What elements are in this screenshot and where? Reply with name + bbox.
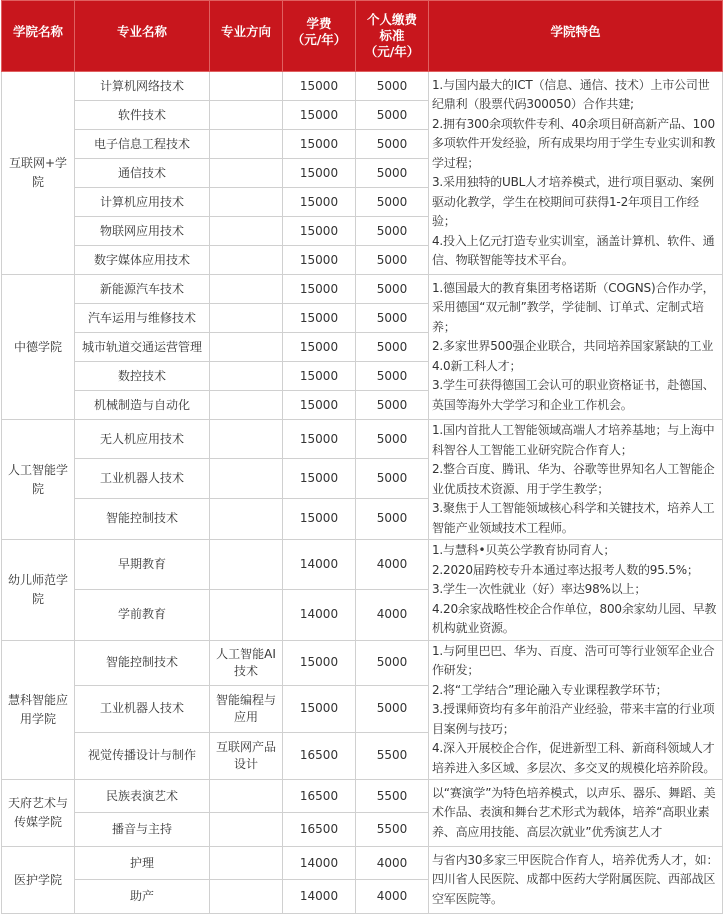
major-name: 数控技术 [75, 362, 210, 391]
college-features [429, 275, 723, 420]
major-direction: 智能编程与应用 [210, 685, 283, 732]
college-features [429, 420, 723, 540]
personal-fee-value: 4000 [356, 880, 429, 914]
personal-fee-value: 4000 [356, 590, 429, 640]
tuition-value: 16500 [283, 780, 356, 813]
major-name: 软件技术 [75, 101, 210, 130]
major-direction [210, 217, 283, 246]
table-body [2, 72, 723, 914]
personal-fee-value: 5000 [356, 391, 429, 420]
personal-fee-value: 5000 [356, 275, 429, 304]
major-name: 城市轨道交通运营管理 [75, 333, 210, 362]
feature-item: 与省内30多家三甲医院合作育人，培养优秀人才，如：四川省人民医院、成都中医药大学附属医院、西部战区空军医院等。 [432, 852, 719, 906]
major-direction [210, 813, 283, 847]
header-features: 学院特色 [429, 1, 723, 72]
personal-fee-value: 5000 [356, 459, 429, 498]
personal-fee-value: 5000 [356, 130, 429, 159]
tuition-value: 15000 [283, 391, 356, 420]
feature-item: 3.聚焦于人工智能领域核心科学和关键技术，培养人工智能产业领域技术工程师。 [432, 501, 715, 535]
feature-item: 2.整合百度、腾讯、华为、谷歌等世界知名人工智能企业优质技术资源、用于学生教学； [432, 462, 715, 496]
major-name: 民族表演艺术 [75, 780, 210, 813]
tuition-value: 15000 [283, 333, 356, 362]
major-direction [210, 459, 283, 498]
personal-fee-value: 5500 [356, 732, 429, 779]
college-name: 中德学院 [2, 275, 75, 420]
feature-item: 3.学生一次性就业（好）率达98%以上； [432, 582, 647, 596]
personal-fee-value: 5000 [356, 101, 429, 130]
personal-fee-value: 5000 [356, 217, 429, 246]
personal-fee-value: 5000 [356, 420, 429, 459]
major-direction [210, 420, 283, 459]
major-direction [210, 188, 283, 217]
personal-fee-value: 5000 [356, 188, 429, 217]
feature-item: 2.2020届跨校专升本通过率达报考人数的95.5%； [432, 562, 699, 577]
major-name: 物联网应用技术 [75, 217, 210, 246]
major-name: 智能控制技术 [75, 498, 210, 539]
header-tuition: 学费 （元/年） [283, 1, 356, 72]
major-name: 数字媒体应用技术 [75, 246, 210, 275]
major-direction [210, 101, 283, 130]
header-major: 专业名称 [75, 1, 210, 72]
tuition-value: 15000 [283, 640, 356, 685]
college-name: 慧科智能应用学院 [2, 640, 75, 780]
tuition-value: 15000 [283, 362, 356, 391]
table-row [2, 72, 723, 101]
tuition-value: 15000 [283, 459, 356, 498]
table-row [2, 780, 723, 813]
tuition-value: 15000 [283, 217, 356, 246]
feature-item: 2.多家世界500强企业联合，共同培养国家紧缺的工业4.0新工科人才； [432, 339, 714, 373]
tuition-value: 15000 [283, 159, 356, 188]
major-name: 计算机网络技术 [75, 72, 210, 101]
tuition-table [1, 0, 723, 914]
major-direction: 互联网产品设计 [210, 732, 283, 779]
header-direction: 专业方向 [210, 1, 283, 72]
tuition-value: 14000 [283, 590, 356, 640]
college-features [429, 540, 723, 641]
feature-item: 3.学生可获得德国工会认可的职业资格证书，赴德国、英国等海外大学学习和企业工作机会。 [432, 378, 715, 412]
personal-fee-value: 5000 [356, 304, 429, 333]
major-direction: 人工智能AI技术 [210, 640, 283, 685]
major-name: 智能控制技术 [75, 640, 210, 685]
major-direction [210, 780, 283, 813]
college-name: 人工智能学院 [2, 420, 75, 540]
major-direction [210, 540, 283, 590]
college-features [429, 847, 723, 914]
table-row [2, 640, 723, 685]
college-name: 医护学院 [2, 847, 75, 914]
major-name: 护理 [75, 847, 210, 880]
major-name: 工业机器人技术 [75, 459, 210, 498]
major-direction [210, 847, 283, 880]
major-direction [210, 362, 283, 391]
college-name: 互联网+学院 [2, 72, 75, 275]
tuition-value: 15000 [283, 246, 356, 275]
personal-fee-value: 4000 [356, 540, 429, 590]
major-direction [210, 498, 283, 539]
personal-fee-value: 5000 [356, 498, 429, 539]
major-name: 计算机应用技术 [75, 188, 210, 217]
feature-item: 2.拥有300余项软件专利、40余项目研高新产品、100多项软件开发经验，所有成果均用于学生专业实训和教学过程； [432, 116, 716, 170]
personal-fee-value: 5000 [356, 246, 429, 275]
major-direction [210, 72, 283, 101]
feature-item: 1.与阿里巴巴、华为、百度、浩可可等行业领军企业合作研发； [432, 643, 715, 677]
personal-fee-value: 5000 [356, 640, 429, 685]
feature-item: 3.授课师资均有多年前沿产业经验，带来丰富的行业项目案例与技巧； [432, 702, 715, 736]
header-personal-fee: 个人缴费 标准 （元/年） [356, 1, 429, 72]
feature-item: 4.深入开展校企合作，促进新型工科、新商科领域人才培养进入多区域、多层次、多交叉的规模化培养阶段。 [432, 741, 716, 775]
major-name: 播音与主持 [75, 813, 210, 847]
tuition-value: 15000 [283, 498, 356, 539]
feature-item: 4.20余家战略性校企合作单位，800余家幼儿园、早教机构就业资源。 [432, 601, 717, 635]
personal-fee-value: 5000 [356, 362, 429, 391]
major-name: 通信技术 [75, 159, 210, 188]
major-direction [210, 130, 283, 159]
major-name: 电子信息工程技术 [75, 130, 210, 159]
major-name: 学前教育 [75, 590, 210, 640]
tuition-value: 14000 [283, 540, 356, 590]
tuition-value: 14000 [283, 880, 356, 914]
major-name: 工业机器人技术 [75, 685, 210, 732]
major-name: 汽车运用与维修技术 [75, 304, 210, 333]
major-name: 视觉传播设计与制作 [75, 732, 210, 779]
table-row [2, 420, 723, 459]
feature-item: 2.将“工学结合”理论融入专业课程教学环节； [432, 682, 668, 697]
college-name: 幼儿师范学院 [2, 540, 75, 641]
college-features [429, 72, 723, 275]
personal-fee-value: 5000 [356, 685, 429, 732]
tuition-value: 15000 [283, 275, 356, 304]
personal-fee-value: 5000 [356, 72, 429, 101]
feature-item: 4.投入上亿元打造专业实训室，涵盖计算机、软件、通信、物联智能等技术平台。 [432, 233, 715, 267]
major-direction [210, 333, 283, 362]
major-name: 无人机应用技术 [75, 420, 210, 459]
college-features [429, 780, 723, 847]
tuition-value: 16500 [283, 732, 356, 779]
personal-fee-value: 5000 [356, 159, 429, 188]
college-features [429, 640, 723, 780]
tuition-value: 15000 [283, 420, 356, 459]
tuition-value: 15000 [283, 101, 356, 130]
major-direction [210, 590, 283, 640]
major-name: 早期教育 [75, 540, 210, 590]
personal-fee-value: 5500 [356, 780, 429, 813]
feature-item: 1.与慧科•贝英公学教育协同育人； [432, 543, 616, 557]
college-name: 天府艺术与传媒学院 [2, 780, 75, 847]
table-row [2, 540, 723, 590]
major-name: 机械制造与自动化 [75, 391, 210, 420]
major-direction [210, 159, 283, 188]
tuition-value: 16500 [283, 813, 356, 847]
major-name: 助产 [75, 880, 210, 914]
major-direction [210, 304, 283, 333]
tuition-value: 15000 [283, 188, 356, 217]
feature-item: 1.与国内最大的ICT（信息、通信、技术）上市公司世纪鼎利（股票代码300050）合作共建; [432, 77, 710, 111]
major-direction [210, 275, 283, 304]
header-college: 学院名称 [2, 1, 75, 72]
feature-item: 1.德国最大的教育集团考格诺斯（COGNS)合作办学，采用德国“双元制”教学，学徒制、订单式、定制式培养； [432, 280, 715, 334]
feature-item: 以“赛演学”为特色培养模式，以声乐、器乐、舞蹈、美术作品、表演和舞台艺术形式为载体，培养“高职业素养、高应用技能、高层次就业”优秀演艺人才 [432, 785, 716, 839]
major-name: 新能源汽车技术 [75, 275, 210, 304]
personal-fee-value: 5500 [356, 813, 429, 847]
tuition-value: 15000 [283, 304, 356, 333]
feature-item: 1.国内首批人工智能领域高端人才培养基地；与上海中科智谷人工智能工业研究院合作育人； [432, 423, 715, 457]
table-row [2, 847, 723, 880]
header-row [2, 1, 723, 72]
personal-fee-value: 4000 [356, 847, 429, 880]
tuition-value: 14000 [283, 847, 356, 880]
personal-fee-value: 5000 [356, 333, 429, 362]
tuition-value: 15000 [283, 130, 356, 159]
major-direction [210, 880, 283, 914]
table-row [2, 275, 723, 304]
tuition-value: 15000 [283, 685, 356, 732]
major-direction [210, 391, 283, 420]
feature-item: 3.采用独特的UBL人才培养模式，进行项目驱动、案例驱动化教学，学生在校期间可获得1-2年项目工作经验； [432, 175, 714, 228]
major-direction [210, 246, 283, 275]
tuition-value: 15000 [283, 72, 356, 101]
